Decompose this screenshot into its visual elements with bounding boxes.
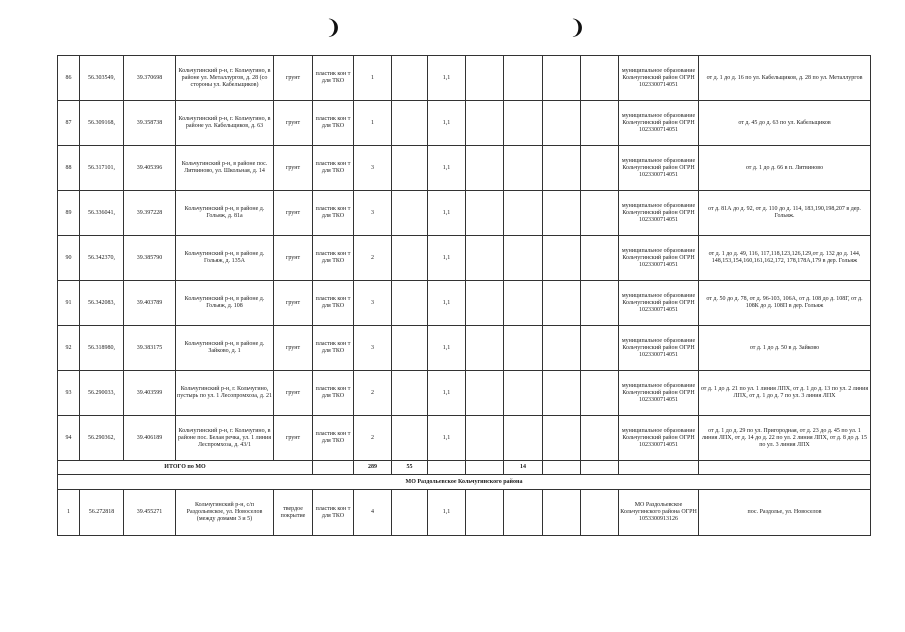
cell-containers-count: 2 xyxy=(354,236,392,281)
cell-longitude: 39.455271 xyxy=(124,490,176,536)
cell-owner: муниципальное образование Кольчугинский район ОГРН 1023300714051 xyxy=(619,101,699,146)
cell-container-material: пластик кон т для ТКО xyxy=(313,490,354,536)
cell-container-material: пластик кон т для ТКО xyxy=(313,191,354,236)
cell-container-volume: 1,1 xyxy=(428,326,466,371)
cell-owner: муниципальное образование Кольчугинский район ОГРН 1023300714051 xyxy=(619,371,699,416)
cell-longitude: 39.370698 xyxy=(124,56,176,101)
cell-col-12 xyxy=(543,146,581,191)
cell-col-10 xyxy=(466,416,504,461)
cell-container-volume: 1,1 xyxy=(428,191,466,236)
cell-owner: муниципальное образование Кольчугинский район ОГРН 1023300714051 xyxy=(619,191,699,236)
cell-col-12 xyxy=(543,371,581,416)
cell-address: Кольчугинский р-н, в районе пос. Литвиново, ул. Школьная, д. 14 xyxy=(176,146,274,191)
cell-containers-count: 2 xyxy=(354,416,392,461)
cell-col-8 xyxy=(392,281,428,326)
cell-base-surface: грунт xyxy=(274,191,313,236)
cell-latitude: 56.303549, xyxy=(80,56,124,101)
cell-col-13 xyxy=(581,146,619,191)
cell-owner: МО Раздольевское Кольчугинского района ОГРН 1053300913126 xyxy=(619,490,699,536)
cell-container-volume: 1,1 xyxy=(428,371,466,416)
cell-base-surface: грунт xyxy=(274,371,313,416)
cell-col-8 xyxy=(392,56,428,101)
cell-col-11 xyxy=(504,416,543,461)
cell-waste-sources: пос. Раздолье, ул. Новоселов xyxy=(699,490,871,536)
cell-longitude: 39.383175 xyxy=(124,326,176,371)
cell-row-number: 90 xyxy=(58,236,80,281)
cell-col-10 xyxy=(466,56,504,101)
cell-owner: муниципальное образование Кольчугинский район ОГРН 1023300714051 xyxy=(619,236,699,281)
cell-col-13 xyxy=(581,326,619,371)
cell-empty xyxy=(699,461,871,475)
cell-col-10 xyxy=(466,101,504,146)
cell-col-8 xyxy=(392,326,428,371)
cell-col-12 xyxy=(543,416,581,461)
cell-base-surface: грунт xyxy=(274,281,313,326)
cell-containers-count: 3 xyxy=(354,281,392,326)
cell-containers-count: 3 xyxy=(354,146,392,191)
cell-col-10 xyxy=(466,371,504,416)
cell-waste-sources: от д. 81А до д. 92, от д. 110 до д. 114, 183,190,198,207 в дер. Гольяж. xyxy=(699,191,871,236)
cell-container-material: пластик кон т для ТКО xyxy=(313,146,354,191)
cell-col-10 xyxy=(466,490,504,536)
cell-waste-sources: от д. 50 до д. 78, от д. 96-103, 106А, от д. 108 до д. 108Г, от д. 108К до д. 108П в дер. Гольяж xyxy=(699,281,871,326)
table-row xyxy=(58,101,871,146)
cell-latitude: 56.290362, xyxy=(80,416,124,461)
cell-empty xyxy=(428,461,466,475)
cell-container-volume: 1,1 xyxy=(428,281,466,326)
cell-base-surface: грунт xyxy=(274,416,313,461)
binding-mark-right: ❩ xyxy=(569,15,586,39)
cell-latitude: 56.309168, xyxy=(80,101,124,146)
cell-owner: муниципальное образование Кольчугинский район ОГРН 1023300714051 xyxy=(619,416,699,461)
cell-longitude: 39.405396 xyxy=(124,146,176,191)
cell-owner: муниципальное образование Кольчугинский район ОГРН 1023300714051 xyxy=(619,326,699,371)
table-row xyxy=(58,281,871,326)
cell-row-number: 93 xyxy=(58,371,80,416)
cell-address: Кольчугинский р-н, в районе д. Гольяж, д. 108 xyxy=(176,281,274,326)
cell-col-11 xyxy=(504,56,543,101)
total-row xyxy=(58,461,871,475)
table-row xyxy=(58,56,871,101)
cell-latitude: 56.336041, xyxy=(80,191,124,236)
cell-empty xyxy=(581,461,619,475)
cell-col-11 xyxy=(504,191,543,236)
cell-col-8 xyxy=(392,191,428,236)
cell-waste-sources: от д. 1 до д. 29 по ул. Пригородная, от д. 23 до д. 45 по ул. 1 линия ЛПХ, от д. 14 до д. 22 по ул. 2 линия ЛПХ, от д. 8 до д. 15 по ул. 3 линия ЛПХ xyxy=(699,416,871,461)
cell-col-13 xyxy=(581,416,619,461)
cell-row-number: 86 xyxy=(58,56,80,101)
cell-col-10 xyxy=(466,146,504,191)
cell-longitude: 39.403599 xyxy=(124,371,176,416)
cell-col-8 xyxy=(392,490,428,536)
cell-base-surface: грунт xyxy=(274,326,313,371)
cell-col-11 xyxy=(504,101,543,146)
table-row xyxy=(58,490,871,536)
cell-col-8 xyxy=(392,416,428,461)
cell-latitude: 56.342083, xyxy=(80,281,124,326)
cell-col-11 xyxy=(504,236,543,281)
cell-waste-sources: от д. 1 до д. 66 в п. Литвиново xyxy=(699,146,871,191)
cell-container-volume: 1,1 xyxy=(428,416,466,461)
cell-col-11 xyxy=(504,326,543,371)
cell-containers-count: 1 xyxy=(354,56,392,101)
total-label: ИТОГО по МО xyxy=(58,461,313,475)
cell-containers-count: 2 xyxy=(354,371,392,416)
cell-row-number: 87 xyxy=(58,101,80,146)
cell-latitude: 56.272818 xyxy=(80,490,124,536)
waste-sites-table xyxy=(57,55,871,536)
cell-row-number: 92 xyxy=(58,326,80,371)
cell-col-8 xyxy=(392,101,428,146)
cell-base-surface: грунт xyxy=(274,146,313,191)
table-body xyxy=(58,56,871,536)
cell-col-12 xyxy=(543,101,581,146)
cell-latitude: 56.317101, xyxy=(80,146,124,191)
cell-col-10 xyxy=(466,281,504,326)
cell-base-surface: грунт xyxy=(274,101,313,146)
table-row xyxy=(58,416,871,461)
cell-longitude: 39.397228 xyxy=(124,191,176,236)
cell-containers-count: 4 xyxy=(354,490,392,536)
cell-col-8 xyxy=(392,371,428,416)
table-row xyxy=(58,236,871,281)
cell-owner: муниципальное образование Кольчугинский район ОГРН 1023300714051 xyxy=(619,281,699,326)
cell-col-11 xyxy=(504,371,543,416)
cell-waste-sources: от д. 1 до д. 50 в д. Зайково xyxy=(699,326,871,371)
cell-container-volume: 1,1 xyxy=(428,490,466,536)
cell-col-10 xyxy=(466,191,504,236)
cell-container-volume: 1,1 xyxy=(428,56,466,101)
total-col-11: 14 xyxy=(504,461,543,475)
total-containers: 289 xyxy=(354,461,392,475)
cell-base-surface: твердое покрытие xyxy=(274,490,313,536)
cell-row-number: 91 xyxy=(58,281,80,326)
cell-container-material: пластик кон т для ТКО xyxy=(313,101,354,146)
cell-address: Кольчугинский р-н, в районе д. Гольяж, д. 135А xyxy=(176,236,274,281)
cell-containers-count: 3 xyxy=(354,191,392,236)
cell-col-12 xyxy=(543,326,581,371)
cell-col-13 xyxy=(581,236,619,281)
total-col-8: 55 xyxy=(392,461,428,475)
cell-latitude: 56.318980, xyxy=(80,326,124,371)
cell-col-13 xyxy=(581,490,619,536)
cell-address: Кольчугинский р-н, г. Кольчугино, в районе ул. Кабельщиков, д. 63 xyxy=(176,101,274,146)
cell-container-material: пластик кон т для ТКО xyxy=(313,236,354,281)
cell-address: Кольчугинский р-н, г. Кольчугино, в районе ул. Металлургов, д. 28 (со стороны ул. Кабельщиков) xyxy=(176,56,274,101)
cell-col-13 xyxy=(581,371,619,416)
cell-longitude: 39.406189 xyxy=(124,416,176,461)
cell-latitude: 56.342370, xyxy=(80,236,124,281)
table-row xyxy=(58,146,871,191)
cell-col-11 xyxy=(504,490,543,536)
cell-container-material: пластик кон т для ТКО xyxy=(313,416,354,461)
cell-container-material: пластик кон т для ТКО xyxy=(313,326,354,371)
table-row xyxy=(58,191,871,236)
cell-address: Кольчугинский р-н, с/п Раздольевское, ул. Новоселов (между домами 3 и 5) xyxy=(176,490,274,536)
cell-container-volume: 1,1 xyxy=(428,146,466,191)
cell-containers-count: 1 xyxy=(354,101,392,146)
cell-col-11 xyxy=(504,281,543,326)
section-title: МО Раздольевское Кольчугинского района xyxy=(58,475,871,490)
cell-address: Кольчугинский р-н, в районе д. Зайково, д. 1 xyxy=(176,326,274,371)
cell-col-8 xyxy=(392,236,428,281)
cell-col-13 xyxy=(581,56,619,101)
cell-longitude: 39.385790 xyxy=(124,236,176,281)
cell-address: Кольчугинский р-н, в районе д. Гольяж, д. 81а xyxy=(176,191,274,236)
table-row xyxy=(58,371,871,416)
binding-mark-left: ❩ xyxy=(325,15,342,39)
cell-longitude: 39.358738 xyxy=(124,101,176,146)
cell-row-number: 1 xyxy=(58,490,80,536)
cell-empty xyxy=(543,461,581,475)
cell-row-number: 89 xyxy=(58,191,80,236)
cell-waste-sources: от д. 1 до д. 21 по ул. 1 линия ЛПХ, от д. 1 до д. 13 по ул. 2 линия ЛПХ, от д. 1 до д. 7 по ул. 3 линия ЛПХ xyxy=(699,371,871,416)
cell-col-13 xyxy=(581,281,619,326)
cell-longitude: 39.403789 xyxy=(124,281,176,326)
cell-col-10 xyxy=(466,326,504,371)
cell-col-12 xyxy=(543,56,581,101)
cell-col-11 xyxy=(504,146,543,191)
cell-empty xyxy=(466,461,504,475)
cell-col-12 xyxy=(543,281,581,326)
cell-container-material: пластик кон т для ТКО xyxy=(313,371,354,416)
table-row xyxy=(58,326,871,371)
cell-owner: муниципальное образование Кольчугинский район ОГРН 1023300714051 xyxy=(619,146,699,191)
cell-address: Кольчугинский р-н, г. Кольчугино, в районе пос. Белая речка, ул. 1 линия Леспромхоза, д. 43/1 xyxy=(176,416,274,461)
cell-waste-sources: от д. 1 до д. 16 по ул. Кабельщиков, д. 28 по ул. Металлургов xyxy=(699,56,871,101)
cell-base-surface: грунт xyxy=(274,236,313,281)
cell-col-12 xyxy=(543,490,581,536)
cell-empty xyxy=(619,461,699,475)
cell-container-volume: 1,1 xyxy=(428,101,466,146)
cell-base-surface: грунт xyxy=(274,56,313,101)
cell-container-material: пластик кон т для ТКО xyxy=(313,281,354,326)
cell-container-volume: 1,1 xyxy=(428,236,466,281)
cell-col-10 xyxy=(466,236,504,281)
cell-col-13 xyxy=(581,191,619,236)
cell-empty xyxy=(313,461,354,475)
cell-col-8 xyxy=(392,146,428,191)
cell-col-13 xyxy=(581,101,619,146)
cell-row-number: 94 xyxy=(58,416,80,461)
cell-owner: муниципальное образование Кольчугинский район ОГРН 1023300714051 xyxy=(619,56,699,101)
cell-col-12 xyxy=(543,191,581,236)
cell-col-12 xyxy=(543,236,581,281)
section-header-row xyxy=(58,475,871,490)
cell-waste-sources: от д. 1 до д. 49, 116, 117,118,123,126,129,от д. 132 до д. 144, 148,153,154,160,161,162,172, 178,178А,179 в дер. Гольяж xyxy=(699,236,871,281)
cell-container-material: пластик кон т для ТКО xyxy=(313,56,354,101)
cell-latitude: 56.290033, xyxy=(80,371,124,416)
cell-waste-sources: от д. 45 до д. 63 по ул. Кабельщиков xyxy=(699,101,871,146)
cell-row-number: 88 xyxy=(58,146,80,191)
cell-address: Кольчугинский р-н, г. Кольчугино, пустырь по ул. 1 Лесопромхоза, д. 21 xyxy=(176,371,274,416)
cell-containers-count: 3 xyxy=(354,326,392,371)
